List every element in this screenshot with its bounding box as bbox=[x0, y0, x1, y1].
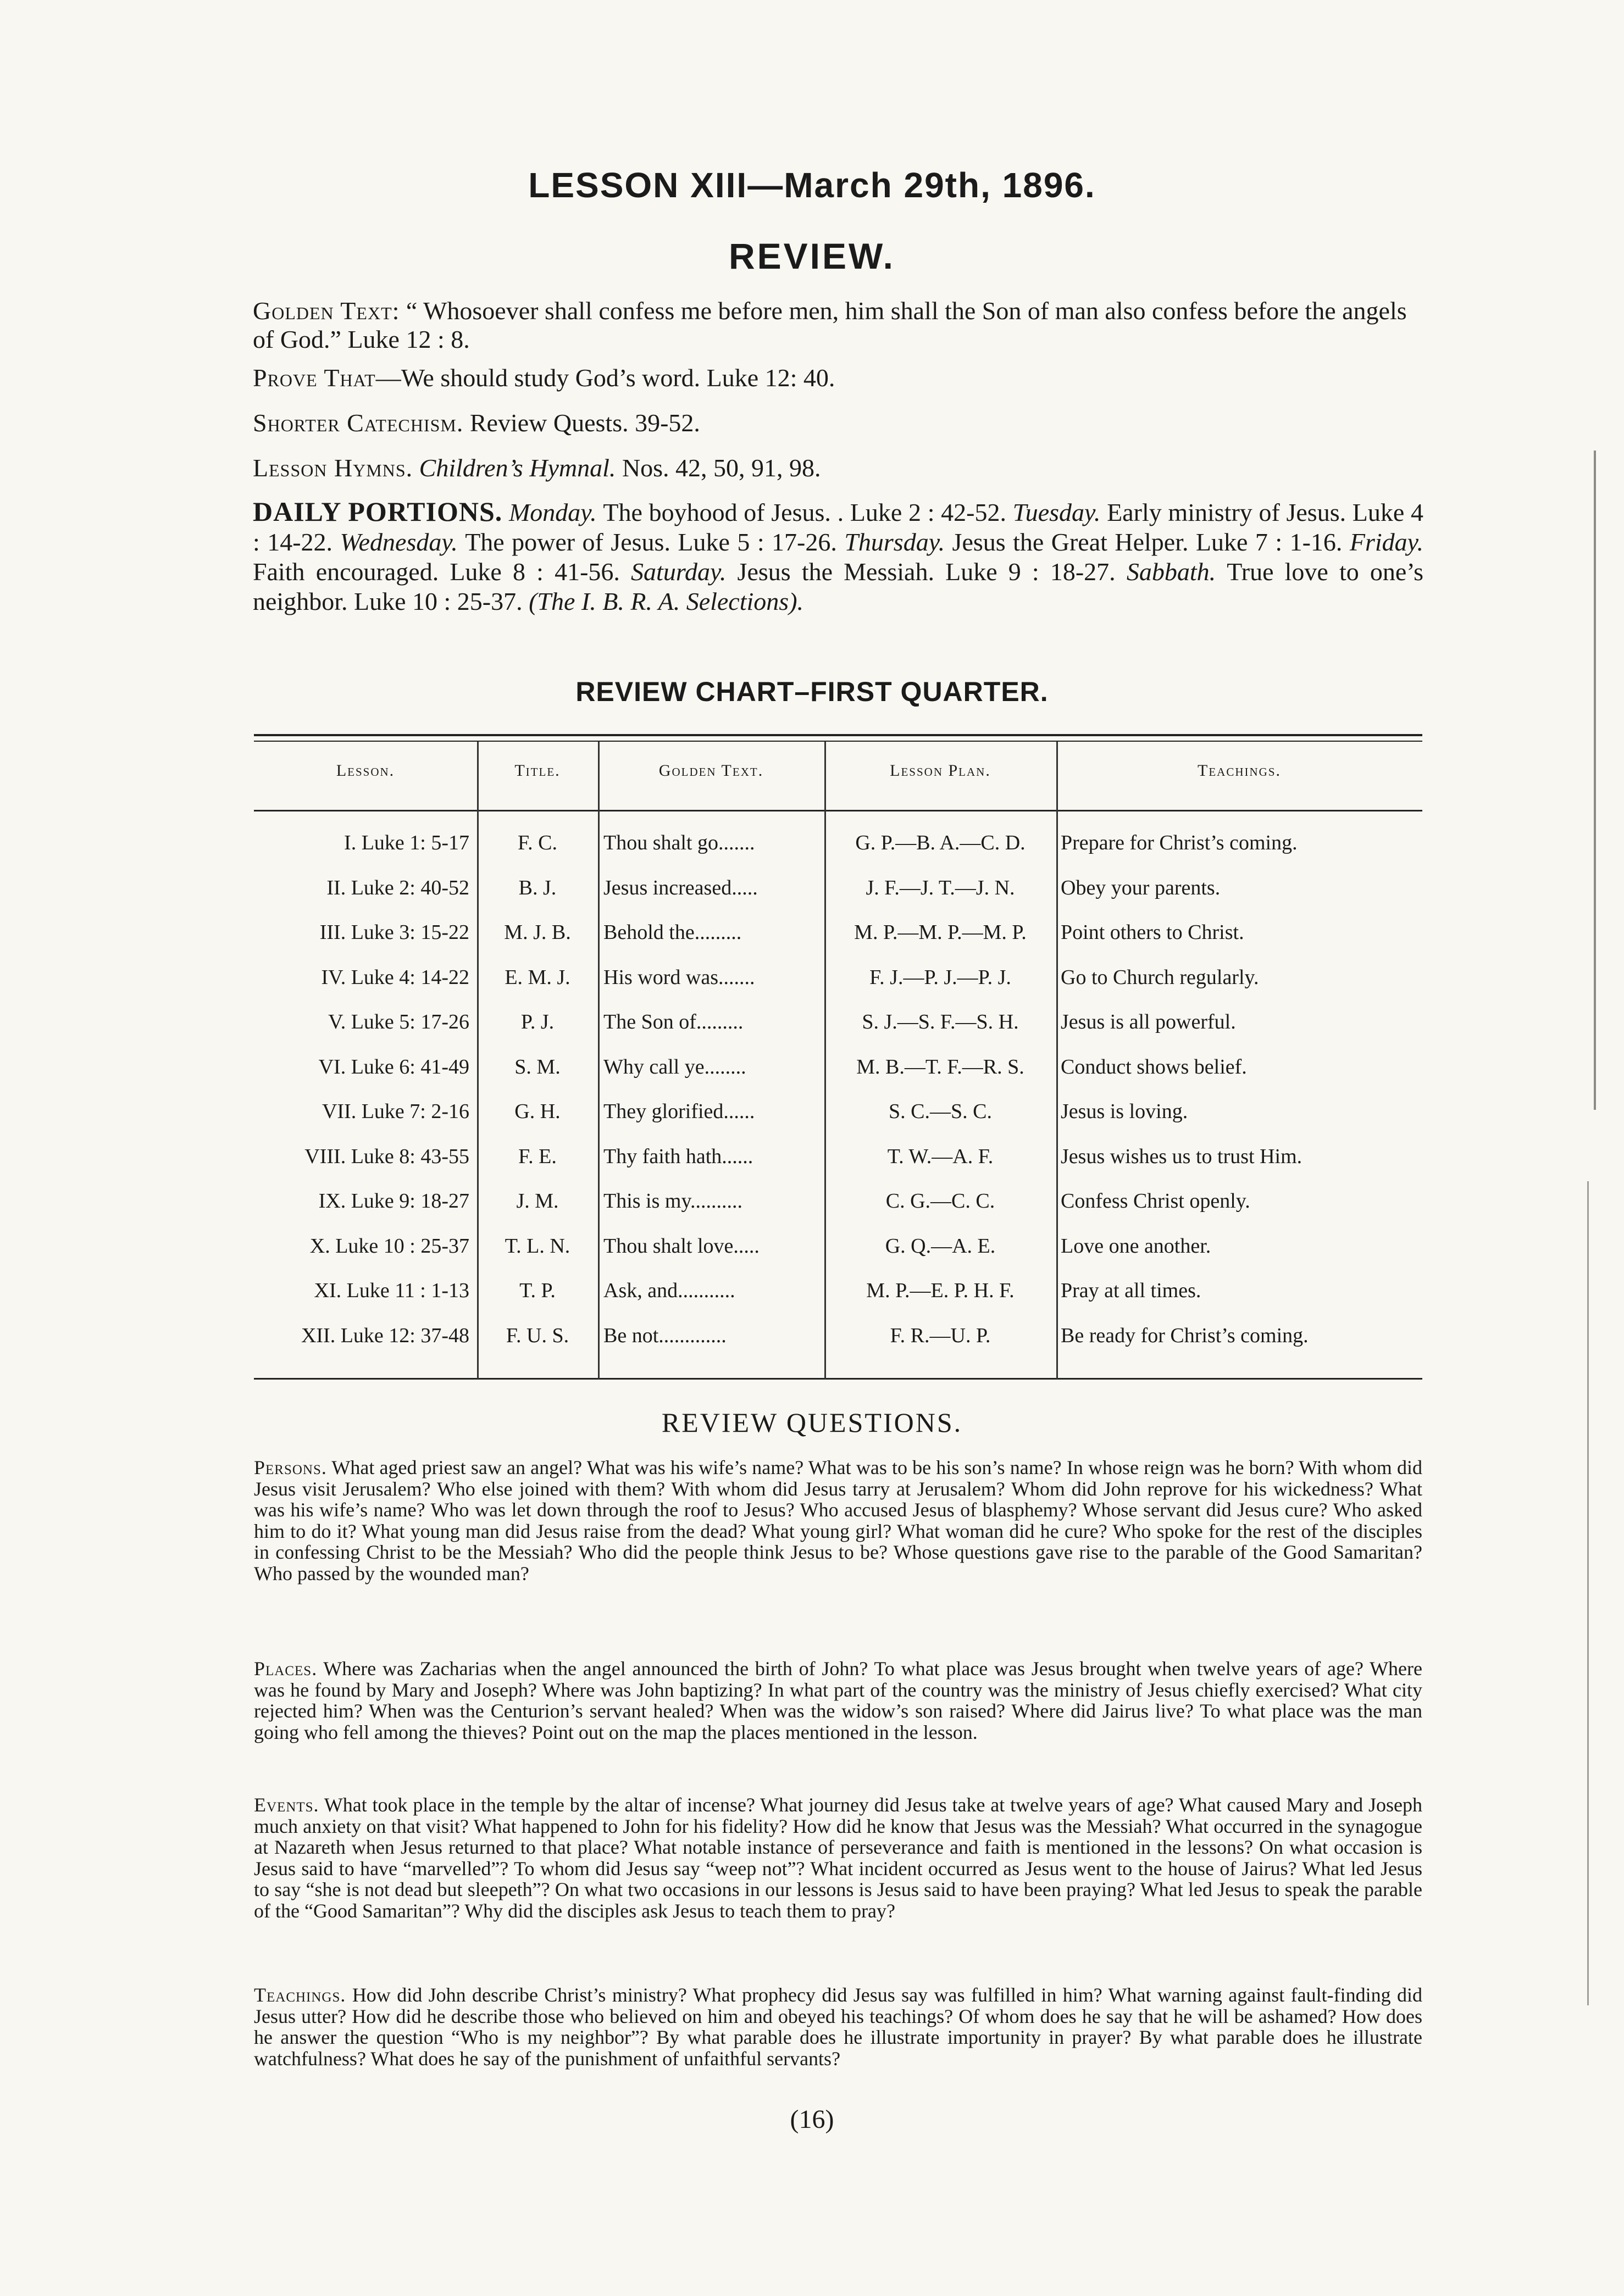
table-cell: XII. Luke 12: 37-48 bbox=[301, 1324, 469, 1347]
daily-portion-text: The power of Jesus. Luke 5 : 17-26. bbox=[465, 528, 837, 556]
table-cell: IV. Luke 4: 14-22 bbox=[321, 965, 469, 989]
table-cell: Obey your parents. bbox=[1061, 876, 1221, 899]
golden-text-body: “ Whosoever shall confess me before men, him shall the Son of man also confess before the angels of God.” Luke 12 : 8. bbox=[253, 297, 1407, 353]
table-cell: Go to Church regularly. bbox=[1061, 965, 1259, 989]
table-cell: VIII. Luke 8: 43-55 bbox=[304, 1144, 469, 1168]
table-cell: T. L. N. bbox=[505, 1234, 570, 1258]
daily-portions-note: (The I. B. R. A. Selections). bbox=[529, 587, 804, 615]
daily-portion-day: Monday. bbox=[508, 498, 603, 526]
table-cell: Jesus wishes us to trust Him. bbox=[1061, 1144, 1302, 1168]
persons-label: Persons. bbox=[254, 1456, 327, 1478]
table-cell: Confess Christ openly. bbox=[1061, 1189, 1250, 1213]
lesson-hymns-label: Lesson Hymns. bbox=[253, 454, 413, 482]
column-header: Lesson Plan. bbox=[890, 761, 991, 780]
table-cell: S. M. bbox=[514, 1055, 561, 1078]
table-cell: S. C.—S. C. bbox=[889, 1100, 992, 1123]
places-questions bbox=[254, 1658, 1422, 1743]
review-subheading: REVIEW. bbox=[728, 236, 896, 276]
column-divider bbox=[598, 742, 600, 1379]
table-cell: Why call ye........ bbox=[603, 1055, 746, 1078]
table-cell: T. W.—A. F. bbox=[887, 1144, 994, 1168]
table-cell: Prepare for Christ’s coming. bbox=[1061, 831, 1298, 854]
table-cell: F. E. bbox=[518, 1144, 557, 1168]
table-header-rule bbox=[254, 810, 1422, 811]
table-cell: F. R.—U. P. bbox=[890, 1324, 991, 1347]
events-questions bbox=[254, 1794, 1422, 1921]
table-cell: V. Luke 5: 17-26 bbox=[328, 1010, 469, 1033]
events-text: What took place in the temple by the altar of incense? What journey did Jesus take at twelve years of age? What caused Mary and Joseph much anxiety on that visit? What happened to John for his fidelity? How did he know that Jesus was the Messiah? What occurred in the synagogue at Nazareth when Jesus returned to that place? What notable instance of perseverance and faith is mentioned in the lessons? On what occasion is Jesus said to have “marvelled”? To whom did Jesus say “weep not”? What incident occurred as Jesus went to the house of Jairus? What led Jesus to say “she is not dead but sleepeth”? On what two occasions in our lessons is Jesus said to have been praying? What led Jesus to speak the parable of the “Good Samaritan”? Why did the disciples ask Jesus to teach them to pray? bbox=[254, 1794, 1422, 1922]
table-cell: J. M. bbox=[516, 1189, 559, 1213]
table-cell: X. Luke 10 : 25-37 bbox=[309, 1234, 469, 1258]
table-cell: They glorified...... bbox=[603, 1100, 755, 1123]
persons-text: What aged priest saw an angel? What was his wife’s name? What was to be his son’s name? In whose reign was he born? With whom did Jesus visit Jerusalem? Who else joined with them? With whom did Jesus tarry at Jerusalem? Whom did John reprove for his wickedness? What was his wife’s name? Who was let down through the roof to Jesus? Who accused Jesus of blasphemy? Whose servant did Jesus cure? Who asked him to do it? What young man did Jesus raise from the dead? What young girl? What woman did he cure? Who spoke for the rest of the disciples in confessing Christ to be the Messiah? Who did the people think Jesus to be? Whose questions gave rise to the parable of the Good Samaritan? Who passed by the wounded man? bbox=[254, 1456, 1422, 1585]
table-cell: G. Q.—A. E. bbox=[885, 1234, 996, 1258]
daily-portion-text: Early ministry of Jesus. Luke 4 : 14-22. bbox=[253, 498, 1423, 556]
table-cell: Point others to Christ. bbox=[1061, 921, 1244, 944]
table-cell: Love one another. bbox=[1061, 1234, 1211, 1258]
shorter-catechism bbox=[253, 409, 1423, 437]
daily-portions bbox=[253, 497, 1423, 616]
column-header: Title. bbox=[514, 761, 561, 780]
table-cell: Thy faith hath...... bbox=[603, 1144, 753, 1168]
persons-questions bbox=[254, 1457, 1422, 1584]
table-cell: Be ready for Christ’s coming. bbox=[1061, 1324, 1309, 1347]
page-number: (16) bbox=[790, 2105, 834, 2134]
shorter-catechism-label: Shorter Catechism. bbox=[253, 409, 464, 437]
daily-portion-text: Jesus the Messiah. Luke 9 : 18-27. bbox=[737, 558, 1116, 586]
lesson-hymns bbox=[253, 454, 1423, 482]
table-bottom-rule bbox=[254, 1378, 1422, 1380]
scan-edge-mark bbox=[1594, 451, 1596, 1110]
table-cell: S. J.—S. F.—S. H. bbox=[862, 1010, 1019, 1033]
table-cell: T. P. bbox=[519, 1279, 556, 1302]
daily-portion-text: The boyhood of Jesus. . Luke 2 : 42-52. bbox=[603, 498, 1006, 526]
places-text: Where was Zacharias when the angel announced the birth of John? To what place was Jesus brought when twelve years of age? Where was he found by Mary and Joseph? Where was John baptizing? In what part of the country was the ministry of Jesus chiefly exercised? What city rejected him? When was the Centurion’s servant healed? When was the widow’s son raised? Where did Jairus live? To what place was the man going who fell among the thieves? Point out on the map the places mentioned in the lesson. bbox=[254, 1658, 1422, 1743]
table-cell: The Son of......... bbox=[603, 1010, 744, 1033]
table-cell: J. F.—J. T.—J. N. bbox=[866, 876, 1015, 899]
lesson-heading: LESSON XIII—March 29th, 1896. bbox=[528, 165, 1096, 205]
column-header: Teachings. bbox=[1198, 761, 1281, 780]
places-label: Places. bbox=[254, 1658, 318, 1680]
table-cell: Thou shalt go....... bbox=[603, 831, 755, 854]
daily-portion-day: Friday. bbox=[1342, 528, 1424, 556]
table-cell: III. Luke 3: 15-22 bbox=[319, 921, 469, 944]
review-chart-title: REVIEW CHART–FIRST QUARTER. bbox=[575, 676, 1049, 707]
table-cell: His word was....... bbox=[603, 965, 755, 989]
hymnal-title: Children’s Hymnal. bbox=[419, 454, 616, 482]
table-cell: Conduct shows belief. bbox=[1061, 1055, 1247, 1078]
table-cell: Pray at all times. bbox=[1061, 1279, 1201, 1302]
scan-edge-mark bbox=[1587, 1181, 1589, 2005]
table-cell: F. C. bbox=[518, 831, 557, 854]
daily-portion-text: True love to one’s neighbor. Luke 10 : 25-37. bbox=[253, 558, 1423, 615]
teachings-questions bbox=[254, 1984, 1422, 2069]
table-cell: M. P.—M. P.—M. P. bbox=[854, 921, 1027, 944]
table-cell: Thou shalt love..... bbox=[603, 1234, 760, 1258]
golden-text-label: Golden Text: bbox=[253, 297, 400, 325]
table-cell: I. Luke 1: 5-17 bbox=[344, 831, 469, 854]
table-top-rule-thick bbox=[254, 734, 1422, 736]
events-label: Events. bbox=[254, 1794, 319, 1816]
daily-portion-day: Wednesday. bbox=[332, 528, 465, 556]
table-cell: VII. Luke 7: 2-16 bbox=[322, 1100, 469, 1123]
daily-portion-text: Faith encouraged. Luke 8 : 41-56. bbox=[253, 558, 620, 586]
table-cell: B. J. bbox=[518, 876, 557, 899]
table-cell: IX. Luke 9: 18-27 bbox=[318, 1189, 469, 1213]
table-cell: Be not............. bbox=[603, 1324, 727, 1347]
table-cell: M. P.—E. P. H. F. bbox=[866, 1279, 1015, 1302]
table-cell: C. G.—C. C. bbox=[885, 1189, 995, 1213]
table-cell: G. P.—B. A.—C. D. bbox=[855, 831, 1026, 854]
column-divider bbox=[1056, 742, 1058, 1379]
teachings-text: How did John describe Christ’s ministry? What prophecy did Jesus say was fulfilled in him? What warning against fault-finding did Jesus utter? How did he describe those who believed on him and obeyed his teachings? Of whom does he say that he will be ashamed? How does he answer the question “Who is my neighbor”? By what parable does he illustrate importunity in prayer? By what parable does he illustrate watchfulness? What does he say of the punishment of unfaithful servants? bbox=[254, 1984, 1423, 2070]
daily-portion-day: Thursday. bbox=[836, 528, 952, 556]
daily-portion-text: Jesus the Great Helper. Luke 7 : 1-16. bbox=[952, 528, 1343, 556]
table-cell: F. U. S. bbox=[506, 1324, 569, 1347]
table-cell: P. J. bbox=[520, 1010, 555, 1033]
golden-text bbox=[253, 297, 1423, 354]
table-cell: This is my.......... bbox=[603, 1189, 742, 1213]
shorter-catechism-text: Review Quests. 39-52. bbox=[469, 409, 700, 437]
table-cell: G. H. bbox=[514, 1100, 561, 1123]
column-header: Lesson. bbox=[336, 761, 395, 780]
daily-portion-day: Saturday. bbox=[619, 558, 738, 586]
table-cell: Behold the......... bbox=[603, 921, 742, 944]
column-header: Golden Text. bbox=[658, 761, 764, 780]
table-top-rule-thin bbox=[254, 741, 1422, 742]
table-cell: VI. Luke 6: 41-49 bbox=[318, 1055, 469, 1078]
table-cell: XI. Luke 11 : 1-13 bbox=[314, 1279, 469, 1302]
table-cell: Jesus is all powerful. bbox=[1061, 1010, 1236, 1033]
prove-that bbox=[253, 364, 1423, 392]
table-cell: E. M. J. bbox=[505, 965, 570, 989]
daily-portion-day: Sabbath. bbox=[1115, 558, 1227, 586]
table-cell: Jesus is loving. bbox=[1061, 1100, 1188, 1123]
table-cell: Jesus increased..... bbox=[603, 876, 758, 899]
table-cell: II. Luke 2: 40-52 bbox=[326, 876, 469, 899]
teachings-label: Teachings. bbox=[254, 1984, 346, 2006]
table-cell: M. B.—T. F.—R. S. bbox=[856, 1055, 1024, 1078]
prove-that-text: —We should study God’s word. Luke 12: 40. bbox=[375, 364, 835, 392]
daily-portions-label: DAILY PORTIONS. bbox=[253, 496, 503, 527]
table-cell: Ask, and........... bbox=[603, 1279, 735, 1302]
table-cell: M. J. B. bbox=[504, 921, 571, 944]
daily-portion-day: Tuesday. bbox=[1006, 498, 1107, 526]
review-questions-title: REVIEW QUESTIONS. bbox=[661, 1407, 963, 1438]
prove-that-label: Prove That bbox=[253, 364, 376, 392]
table-cell: F. J.—P. J.—P. J. bbox=[869, 965, 1011, 989]
hymn-numbers: Nos. 42, 50, 91, 98. bbox=[622, 454, 821, 482]
